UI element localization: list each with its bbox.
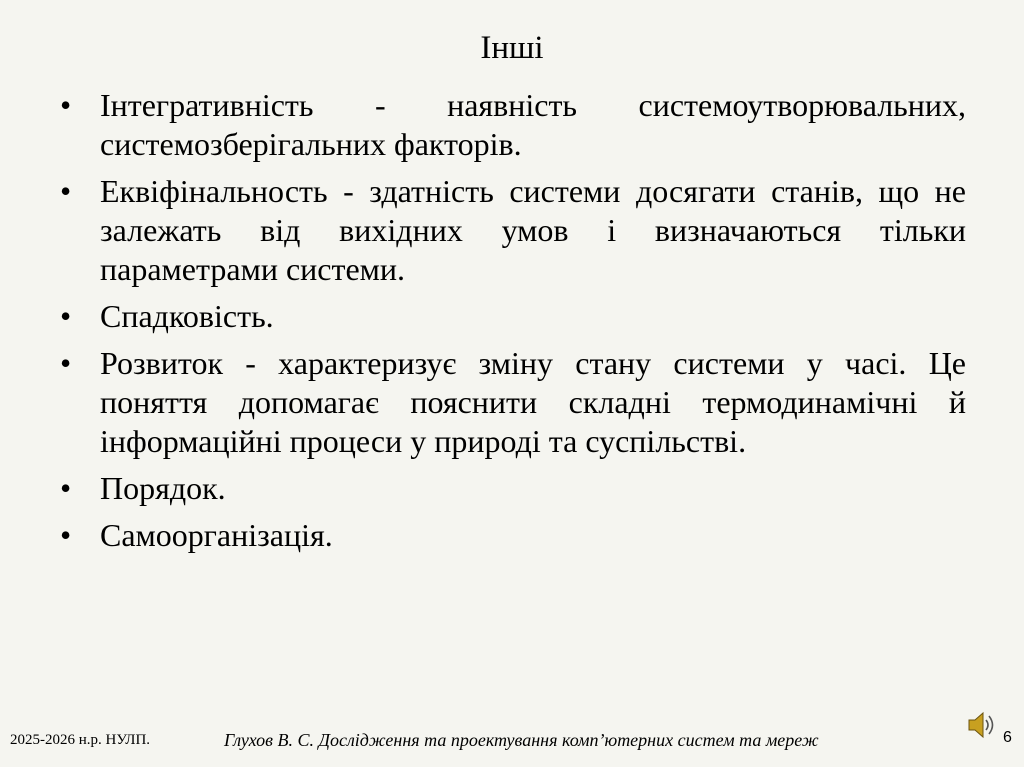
page-number: 6 <box>1003 729 1012 746</box>
footer-academic-year: 2025-2026 н.р. НУЛП. <box>10 732 151 748</box>
bullet-list <box>60 86 966 563</box>
sound-wave-inner <box>986 720 988 730</box>
bullet-item <box>60 86 966 164</box>
bullet-dot: • <box>60 470 72 506</box>
bullet-text: Еквіфінальность - здатність системи досягати станів, що не залежать від вихідних умов і визначаються тільки параметрами системи. <box>100 173 966 287</box>
speaker-icon[interactable] <box>966 709 996 741</box>
bullet-item <box>60 344 966 461</box>
sound-wave-outer <box>989 716 993 734</box>
bullet-dot: • <box>60 173 72 209</box>
bullet-text: Самоорганізація. <box>100 517 333 553</box>
bullet-dot: • <box>60 87 72 123</box>
bullet-dot: • <box>60 517 72 553</box>
bullet-dot: • <box>60 345 72 381</box>
bullet-item <box>60 172 966 289</box>
bullet-item <box>60 516 966 555</box>
bullet-item <box>60 469 966 508</box>
footer-course-title: Глухов В. С. Дослідження та проектування комп’ютерних систем та мереж <box>224 730 819 750</box>
bullet-text: Інтегративність - наявність системоутворювальних, системозберігальних факторів. <box>100 87 966 162</box>
slide-title: Інші <box>480 30 544 66</box>
bullet-text: Спадковість. <box>100 298 274 334</box>
bullet-dot: • <box>60 298 72 334</box>
bullet-text: Розвиток - характеризує зміну стану системи у часі. Це поняття допомагає пояснити складні термодинамічні й інформаційні процеси у природі та суспільстві. <box>100 345 966 459</box>
speaker-body <box>969 713 983 737</box>
bullet-item <box>60 297 966 336</box>
bullet-text: Порядок. <box>100 470 226 506</box>
